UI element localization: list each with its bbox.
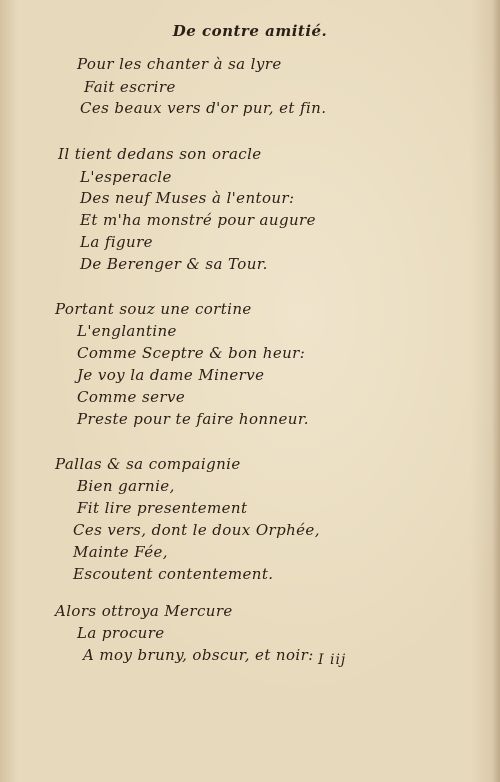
verse-line: De Berenger & sa Tour.: [80, 255, 268, 273]
verse-line: Pallas & sa compaignie: [55, 455, 241, 473]
verse-line: Fait escrire: [84, 78, 176, 96]
verse-line: Preste pour te faire honneur.: [77, 410, 309, 428]
verse-line: Comme Sceptre & bon heur:: [77, 344, 306, 362]
verse-line: Escoutent contentement.: [73, 565, 274, 583]
verse-line: Je voy la dame Minerve: [77, 366, 265, 384]
verse-line: Fit lire presentement: [77, 499, 248, 517]
verse-line: La figure: [80, 233, 153, 251]
verse-line: Il tient dedans son oracle: [58, 145, 262, 163]
verse-line: La procure: [77, 624, 165, 642]
verse-line: Ces vers, dont le doux Orphée,: [73, 521, 320, 539]
verse-line: A moy bruny, obscur, et noir:: [83, 646, 314, 664]
verse-line: Comme serve: [77, 388, 186, 406]
verse-line: Bien garnie,: [77, 477, 175, 495]
verse-line: Et m'ha monstré pour augure: [80, 211, 316, 229]
verse-line: L'englantine: [77, 322, 177, 340]
verse-line: Portant souz une cortine: [55, 300, 252, 318]
page-edge-shadow: [492, 0, 500, 782]
verse-line: Ces beaux vers d'or pur, et fin.: [80, 99, 327, 117]
verse-line: L'esperacle: [80, 168, 172, 186]
verse-line: Pour les chanter à sa lyre: [77, 55, 282, 73]
folio-signature: I iij: [318, 652, 347, 668]
verse-line: Des neuf Muses à l'entour:: [80, 189, 295, 207]
page-title: De contre amitié.: [172, 22, 328, 40]
verse-line: Mainte Fée,: [73, 543, 168, 561]
verse-line: Alors ottroya Mercure: [55, 602, 233, 620]
